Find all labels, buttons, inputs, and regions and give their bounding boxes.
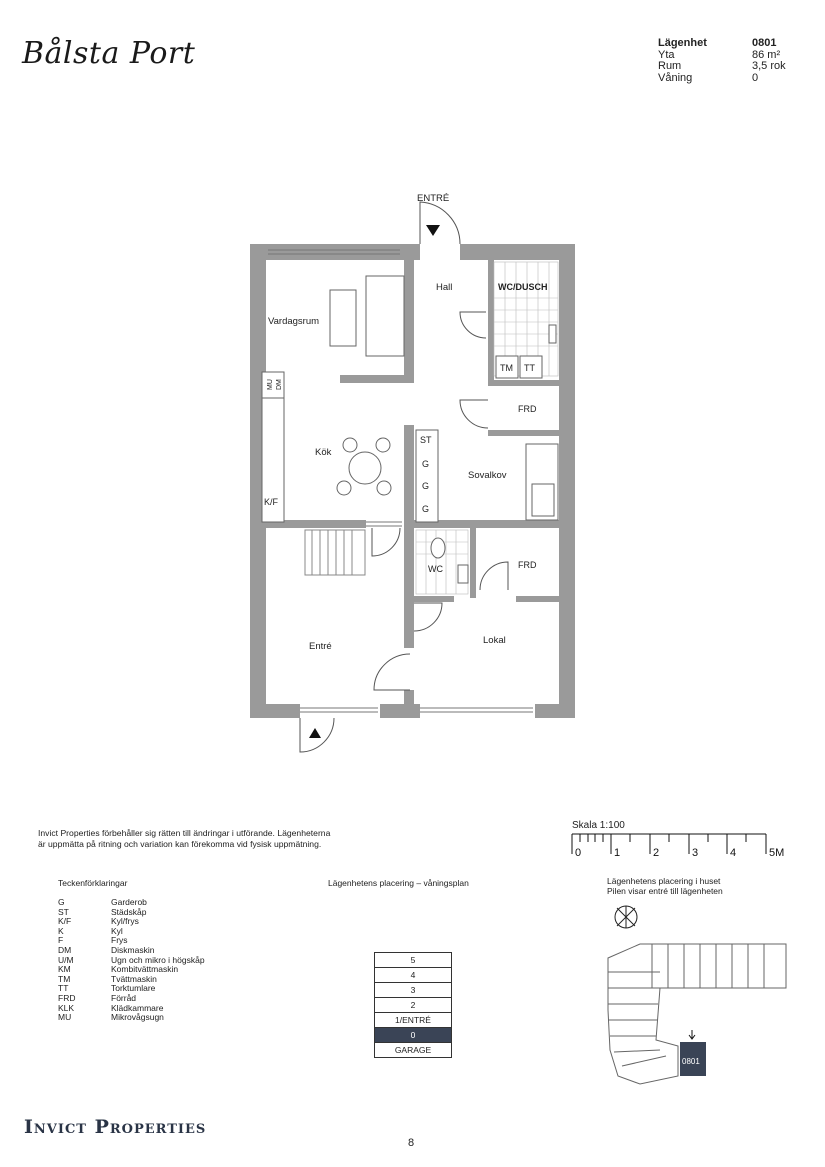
label-mu: MU [267,379,274,390]
scale-tick-5: 5M [769,847,785,859]
scale-tick-2: 2 [653,847,660,859]
room-frd-2: FRD [518,560,537,570]
scale-tick-4: 4 [730,847,737,859]
floor-plan [200,180,620,760]
unit-entry-arrow-icon [689,1030,695,1039]
entry-arrow-top [426,225,440,236]
room-lokal: Lokal [483,635,506,646]
floor-label: Våning [658,71,693,84]
project-logo: Bålsta Port [22,36,196,71]
apartment-value: 0801 [752,37,777,49]
room-entre: Entré [309,641,332,652]
legend-title: Teckenförklaringar [58,878,128,888]
floor-0-current: 0 [374,1027,452,1043]
disclaimer: Invict Properties förbehåller sig rätten till ändringar i utförande. Lägenheterna är uppmätta på ritning och variation kan förekomma vid fysisk uppmätning. [38,828,331,849]
label-g-3: G [422,504,430,514]
entry-label-top: ENTRÉ [417,193,450,204]
legend-item: F Frys [58,935,128,946]
floor-stack [374,953,452,1058]
label-dm: DM [276,379,283,390]
floor-value: 0 [752,71,759,84]
legend-item: KLK Klädkammare [58,1002,164,1013]
floor-2: 2 [374,997,452,1013]
label-st: ST [420,435,432,445]
floor-1-entre: 1/ENTRÉ [374,1012,452,1028]
entry-arrow-bottom [309,728,321,738]
legend-item: K Kyl [58,925,123,936]
floor-garage: GARAGE [374,1042,452,1058]
room-wc: WC [428,564,443,574]
scale-tick-0: 0 [575,847,582,859]
legend-item: FRD Förråd [58,992,137,1003]
floor-position-title: Lägenhetens placering – våningsplan [328,878,469,888]
area-value: 86 m² [752,48,781,61]
house-site-plan [600,900,800,1090]
legend-item: TT Torktumlare [58,983,156,994]
stairs [305,530,365,575]
legend-item: DM Diskmaskin [58,944,155,955]
legend-item: KM Kombitvättmaskin [58,964,179,975]
floor-4: 4 [374,967,452,983]
label-g-2: G [422,481,430,491]
legend-item: TM Tvättmaskin [58,973,157,984]
apartment-info [658,38,786,84]
legend-item: G Garderob [58,897,147,907]
legend-item: MU Mikrovågsugn [58,1012,164,1023]
label-g-1: G [422,459,430,469]
room-hall: Hall [436,282,453,293]
scale-bar [566,830,796,860]
legend-item: U/M Ugn och mikro i högskåp [58,954,205,965]
compass-icon [615,906,637,928]
rooms-label: Rum [658,60,682,72]
legend-item: K/F Kyl/frys [58,916,139,927]
floor-3: 3 [374,982,452,998]
room-kok: Kök [315,447,332,458]
legend-item: ST Städskåp [58,906,147,917]
room-frd-1: FRD [518,404,537,414]
scale-tick-3: 3 [692,847,699,859]
room-sovalkov: Sovalkov [468,470,507,481]
label-tt: TT [524,363,535,373]
rooms-value: 3,5 rok [752,60,786,72]
company-brand: Invict Properties [24,1116,207,1138]
legend [58,898,205,1023]
label-kf: K/F [264,497,279,507]
floor-5: 5 [374,952,452,968]
label-tm: TM [500,363,513,373]
room-vardagsrum: Vardagsrum [268,316,320,327]
room-wc-dusch: WC/DUSCH [498,282,548,292]
scale-tick-1: 1 [614,847,621,859]
page-number: 8 [408,1137,415,1149]
unit-0801-label: 0801 [682,1057,700,1066]
apartment-label: Lägenhet [658,37,707,49]
house-position-title: Lägenhetens placering i huset Pilen visar entré till lägenheten [607,876,723,896]
area-label: Yta [658,48,675,61]
scale-label: Skala 1:100 [572,820,625,831]
